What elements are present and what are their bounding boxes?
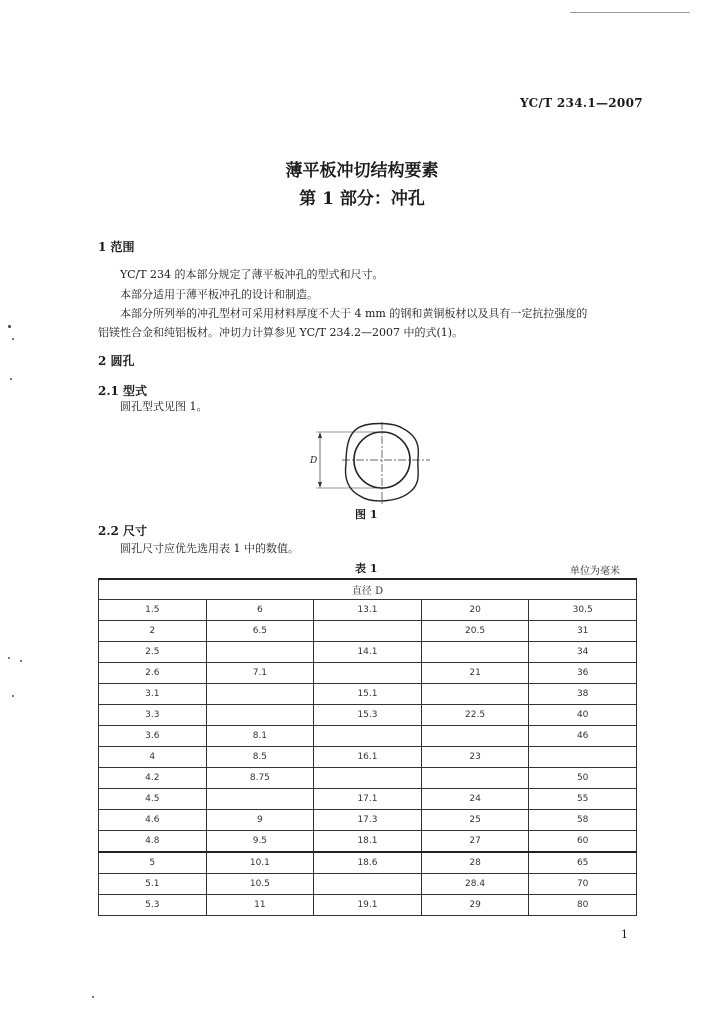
table-cell: 2.6 bbox=[99, 663, 207, 684]
table-cell: 55 bbox=[529, 789, 637, 810]
table-cell bbox=[421, 768, 529, 789]
table-cell: 28 bbox=[421, 852, 529, 874]
table-cell bbox=[314, 768, 422, 789]
table-cell: 58 bbox=[529, 810, 637, 831]
figure-1-caption: 图 1 bbox=[355, 508, 378, 521]
table-cell: 50 bbox=[529, 768, 637, 789]
table-row bbox=[99, 874, 637, 895]
section-2-1-text: 圆孔型式见图 1。 bbox=[120, 400, 208, 413]
document-title: 薄平板冲切结构要素 bbox=[285, 161, 439, 181]
table-cell: 18.1 bbox=[314, 831, 422, 853]
table-cell bbox=[529, 747, 637, 768]
scan-speck bbox=[8, 325, 11, 328]
scan-speck bbox=[10, 378, 12, 380]
table-cell: 9 bbox=[206, 810, 314, 831]
table-cell: 13.1 bbox=[314, 600, 422, 621]
table-cell: 36 bbox=[529, 663, 637, 684]
table-cell bbox=[314, 726, 422, 747]
table-cell: 3.1 bbox=[99, 684, 207, 705]
standard-code: YC/T 234.1—2007 bbox=[520, 96, 643, 110]
table-cell: 8.75 bbox=[206, 768, 314, 789]
table-row bbox=[99, 789, 637, 810]
scan-speck bbox=[20, 660, 22, 662]
section-1-paragraph-3: 本部分所列举的冲孔型材可采用材料厚度不大于 4 mm 的钢和黄铜板材以及具有一定抗拉强度的 bbox=[120, 307, 588, 320]
scan-speck bbox=[92, 996, 94, 998]
table-cell: 5 bbox=[99, 852, 207, 874]
table-cell: 9.5 bbox=[206, 831, 314, 853]
table-cell: 80 bbox=[529, 895, 637, 916]
table-cell: 3.6 bbox=[99, 726, 207, 747]
page-number: 1 bbox=[621, 928, 628, 941]
table-cell: 65 bbox=[529, 852, 637, 874]
table-cell: 28.4 bbox=[421, 874, 529, 895]
table-row bbox=[99, 852, 637, 874]
document-subtitle: 第 1 部分：冲孔 bbox=[299, 189, 425, 209]
dimension-d-label: D bbox=[310, 456, 318, 466]
table-cell: 24 bbox=[421, 789, 529, 810]
table-cell bbox=[421, 684, 529, 705]
table-cell bbox=[206, 684, 314, 705]
diameter-table bbox=[98, 578, 637, 916]
table-cell: 40 bbox=[529, 705, 637, 726]
table-cell bbox=[206, 789, 314, 810]
table-cell: 23 bbox=[421, 747, 529, 768]
table-row bbox=[99, 621, 637, 642]
table-cell: 1.5 bbox=[99, 600, 207, 621]
section-2-heading: 2 圆孔 bbox=[98, 354, 135, 368]
table-1-unit: 单位为毫米 bbox=[570, 566, 620, 577]
table-cell bbox=[421, 642, 529, 663]
table-cell: 6 bbox=[206, 600, 314, 621]
table-cell: 10.5 bbox=[206, 874, 314, 895]
table-cell: 19.1 bbox=[314, 895, 422, 916]
section-1-paragraph-1: YC/T 234 的本部分规定了薄平板冲孔的型式和尺寸。 bbox=[120, 268, 384, 281]
figure-1-round-hole bbox=[306, 420, 436, 508]
table-row bbox=[99, 810, 637, 831]
table-cell: 7.1 bbox=[206, 663, 314, 684]
table-cell: 17.1 bbox=[314, 789, 422, 810]
table-cell: 27 bbox=[421, 831, 529, 853]
table-cell: 70 bbox=[529, 874, 637, 895]
section-2-2-heading: 2.2 尺寸 bbox=[98, 524, 148, 538]
table-cell: 14.1 bbox=[314, 642, 422, 663]
table-cell: 4.2 bbox=[99, 768, 207, 789]
table-cell: 38 bbox=[529, 684, 637, 705]
table-cell: 2.5 bbox=[99, 642, 207, 663]
table-cell: 34 bbox=[529, 642, 637, 663]
table-cell: 20.5 bbox=[421, 621, 529, 642]
table-cell: 31 bbox=[529, 621, 637, 642]
table-cell: 29 bbox=[421, 895, 529, 916]
scan-speck bbox=[570, 12, 690, 13]
table-1-title: 表 1 bbox=[355, 562, 378, 575]
table-cell bbox=[421, 726, 529, 747]
table-cell: 10.1 bbox=[206, 852, 314, 874]
scan-speck bbox=[8, 657, 10, 659]
table-row bbox=[99, 684, 637, 705]
scan-speck bbox=[12, 695, 14, 697]
table-row bbox=[99, 705, 637, 726]
section-1-paragraph-2: 本部分适用于薄平板冲孔的设计和制造。 bbox=[120, 288, 318, 301]
section-2-1-heading: 2.1 型式 bbox=[98, 384, 148, 398]
table-cell: 2 bbox=[99, 621, 207, 642]
table-row bbox=[99, 600, 637, 621]
table-cell bbox=[314, 874, 422, 895]
section-1-paragraph-3-cont: 铝镁性合金和纯铝板材。冲切力计算参见 YC/T 234.2—2007 中的式(1)。 bbox=[98, 326, 464, 339]
table-cell: 17.3 bbox=[314, 810, 422, 831]
table-cell: 16.1 bbox=[314, 747, 422, 768]
table-cell: 8.1 bbox=[206, 726, 314, 747]
table-cell: 15.3 bbox=[314, 705, 422, 726]
table-cell: 18.6 bbox=[314, 852, 422, 874]
table-cell: 60 bbox=[529, 831, 637, 853]
table-cell: 4.8 bbox=[99, 831, 207, 853]
table-cell: 5.3 bbox=[99, 895, 207, 916]
table-cell bbox=[314, 663, 422, 684]
table-row bbox=[99, 747, 637, 768]
table-cell: 5.1 bbox=[99, 874, 207, 895]
section-1-heading: 1 范围 bbox=[98, 240, 135, 254]
table-cell: 8.5 bbox=[206, 747, 314, 768]
round-hole-drawing bbox=[306, 420, 436, 504]
table-cell: 4 bbox=[99, 747, 207, 768]
table-row bbox=[99, 895, 637, 916]
table-cell bbox=[314, 621, 422, 642]
table-cell: 25 bbox=[421, 810, 529, 831]
table-row bbox=[99, 726, 637, 747]
table-row bbox=[99, 663, 637, 684]
table-row bbox=[99, 831, 637, 853]
table-cell: 46 bbox=[529, 726, 637, 747]
table-header-diameter: 直径 D bbox=[99, 579, 637, 600]
section-2-2-text: 圆孔尺寸应优先选用表 1 中的数值。 bbox=[120, 542, 299, 555]
table-cell: 15.1 bbox=[314, 684, 422, 705]
table-cell: 11 bbox=[206, 895, 314, 916]
table-cell: 21 bbox=[421, 663, 529, 684]
table-cell: 20 bbox=[421, 600, 529, 621]
table-cell bbox=[206, 705, 314, 726]
table-cell: 4.5 bbox=[99, 789, 207, 810]
table-cell: 22.5 bbox=[421, 705, 529, 726]
scan-speck bbox=[12, 338, 14, 340]
table-cell bbox=[206, 642, 314, 663]
table-row bbox=[99, 642, 637, 663]
table-cell: 30.5 bbox=[529, 600, 637, 621]
table-cell: 6.5 bbox=[206, 621, 314, 642]
table-cell: 3.3 bbox=[99, 705, 207, 726]
table-cell: 4.6 bbox=[99, 810, 207, 831]
table-row bbox=[99, 768, 637, 789]
